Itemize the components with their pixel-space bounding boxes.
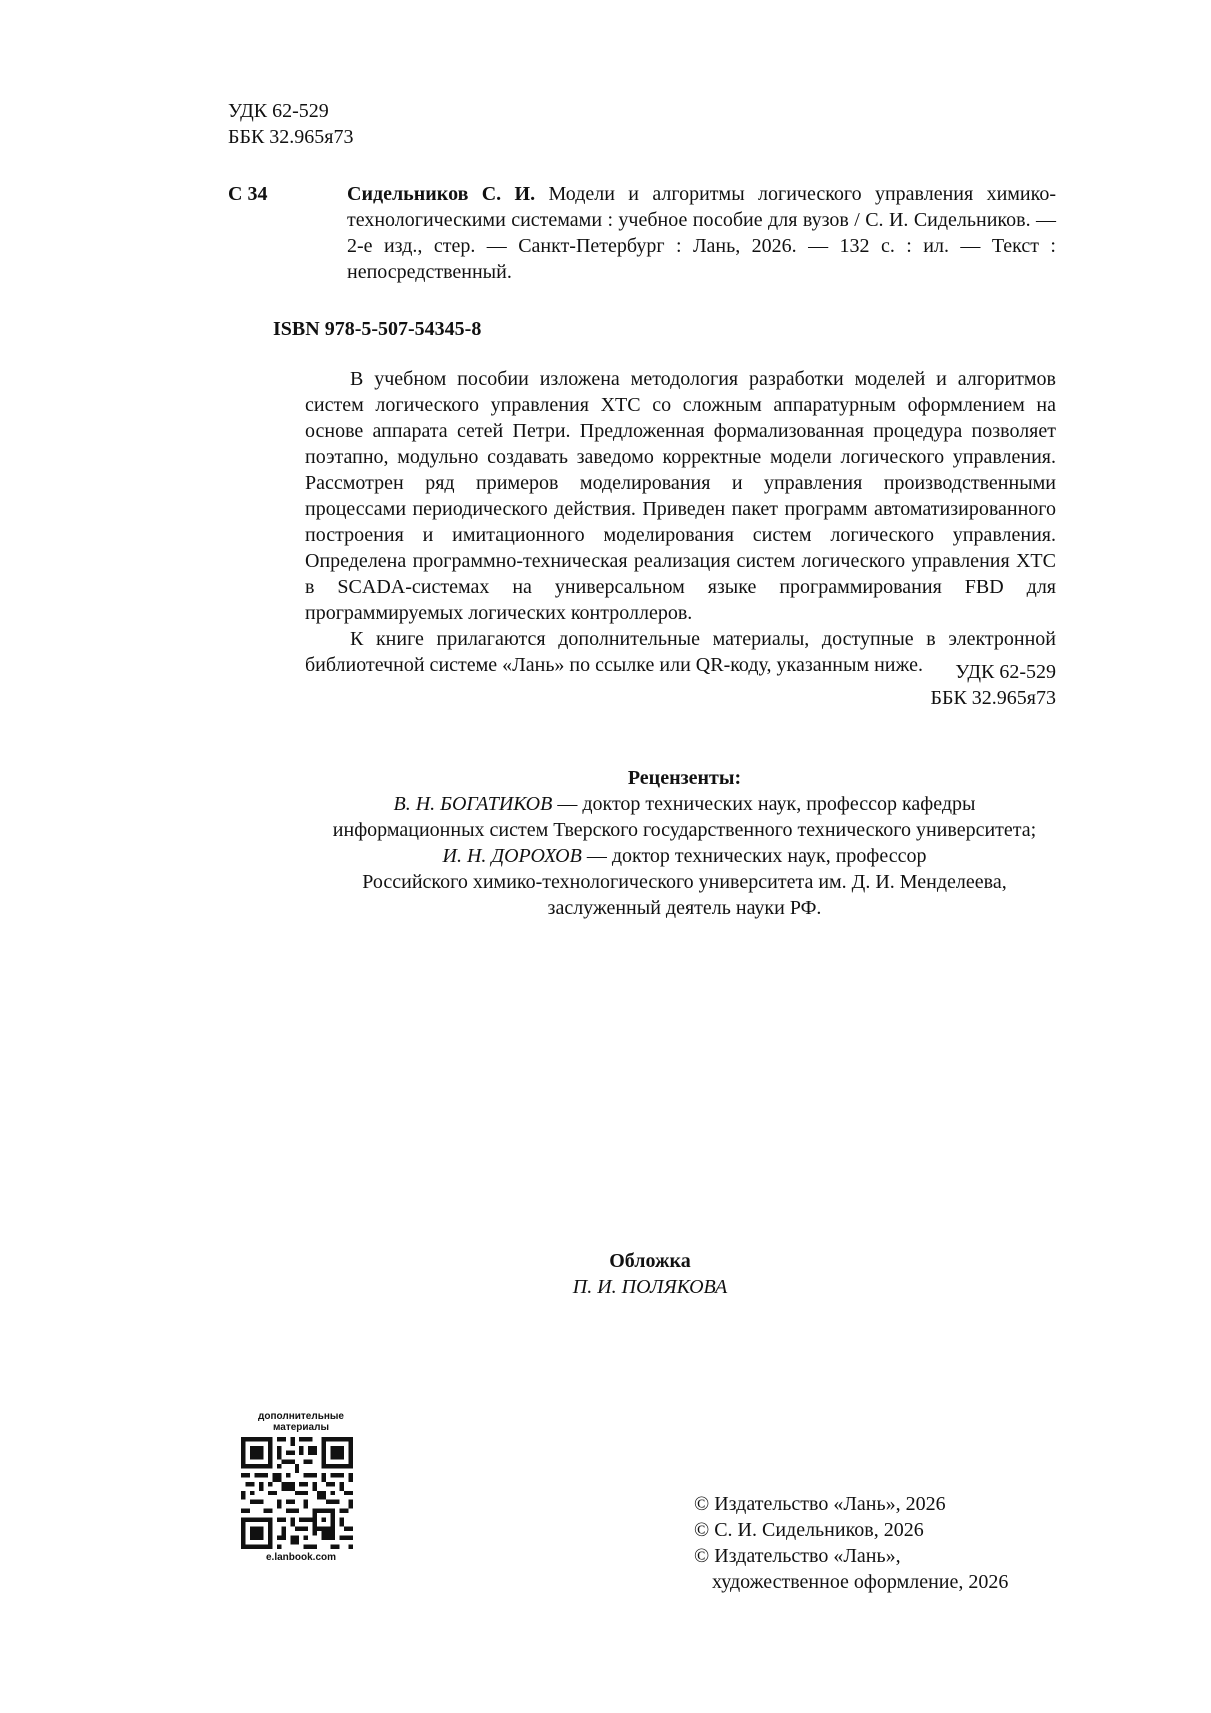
copyright-line-4: художественное оформление, 2026 [712, 1571, 1009, 1593]
reviewers-heading: Рецензенты: [627, 767, 742, 789]
copyright-line-1: © Издательство «Лань», 2026 [694, 1493, 946, 1515]
reviewer-2-title: — доктор технических наук, профессор [581, 845, 927, 867]
abstract-paragraph-1: В учебном пособии изложена методология разработки моделей и алгоритмов систем логического управления ХТС со сложным аппаратурным оформлением на основе аппарата сетей Петри. Предложенная формализованная процедура позволяет поэтапно, модульно создавать заведомо корректные модели логического управления. Рассмотрен ряд примеров моделирования и управления производственными процессами периодического действия. Приведен пакет программ автоматизированного построения и имитационного моделирования систем логического управления. Определена программно-техническая реализация систем логического управления ХТС в SCADA-системах на универсальном языке программирования FBD для программируемых логических контроллеров. [305, 368, 1056, 624]
author-name: Сидельников С. И. [347, 183, 536, 205]
copyrights [694, 1491, 1008, 1595]
catalog-entry [347, 181, 1056, 285]
abstract [305, 366, 1056, 678]
classification-top [228, 98, 354, 150]
qr-block[interactable] [226, 1411, 370, 1564]
author-mark: С 34 [228, 183, 268, 205]
cover-heading: Обложка [609, 1250, 691, 1272]
reviewer-1-title: — доктор технических наук, профессор кафедры [552, 793, 976, 815]
reviewer-2-honor: заслуженный деятель науки РФ. [547, 897, 822, 919]
qr-caption-line-2: материалы [273, 1422, 329, 1433]
bbk-code-top: ББК 32.965я73 [228, 126, 354, 148]
udk-code-bottom: УДК 62-529 [955, 661, 1056, 683]
udk-code-top: УДК 62-529 [228, 100, 329, 122]
bbk-code-bottom: ББК 32.965я73 [930, 687, 1056, 709]
reviewer-1-affiliation: информационных систем Тверского государственного технического университета; [332, 819, 1037, 841]
qr-code-icon[interactable] [241, 1437, 353, 1549]
copyright-line-2: © С. И. Сидельников, 2026 [694, 1519, 924, 1541]
qr-caption [226, 1411, 376, 1433]
reviewer-1-name: В. Н. БОГАТИКОВ [393, 793, 553, 815]
reviewer-1 [230, 791, 1139, 817]
qr-caption-line-1: дополнительные [258, 1411, 344, 1422]
qr-url[interactable]: e.lanbook.com [265, 1552, 336, 1563]
cover-credit [400, 1248, 900, 1300]
classification-bottom [800, 659, 1056, 711]
reviewers-section [230, 765, 1139, 921]
reviewer-2-name: И. Н. ДОРОХОВ [442, 845, 582, 867]
reviewer-2 [230, 843, 1139, 869]
copyright-line-3: © Издательство «Лань», [694, 1545, 901, 1567]
catalog-description: Модели и алгоритмы логического управления химико-технологическими системами : учебное пособие для вузов / С. И. Сидельников. — 2-е изд., стер. — Санкт-Петербург : Лань, 2026. — 132 с. : ил. — Текст : непосредственный. [347, 183, 1056, 283]
cover-designer: П. И. ПОЛЯКОВА [572, 1276, 728, 1298]
abstract-paragraph-2: К книге прилагаются дополнительные материалы, доступные в электронной библиотечной системе «Лань» по ссылке или QR-коду, указанным ниже. [305, 628, 1056, 676]
isbn: ISBN 978-5-507-54345-8 [273, 318, 482, 340]
reviewer-2-affiliation: Российского химико-технологического университета им. Д. И. Менделеева, [362, 871, 1007, 893]
